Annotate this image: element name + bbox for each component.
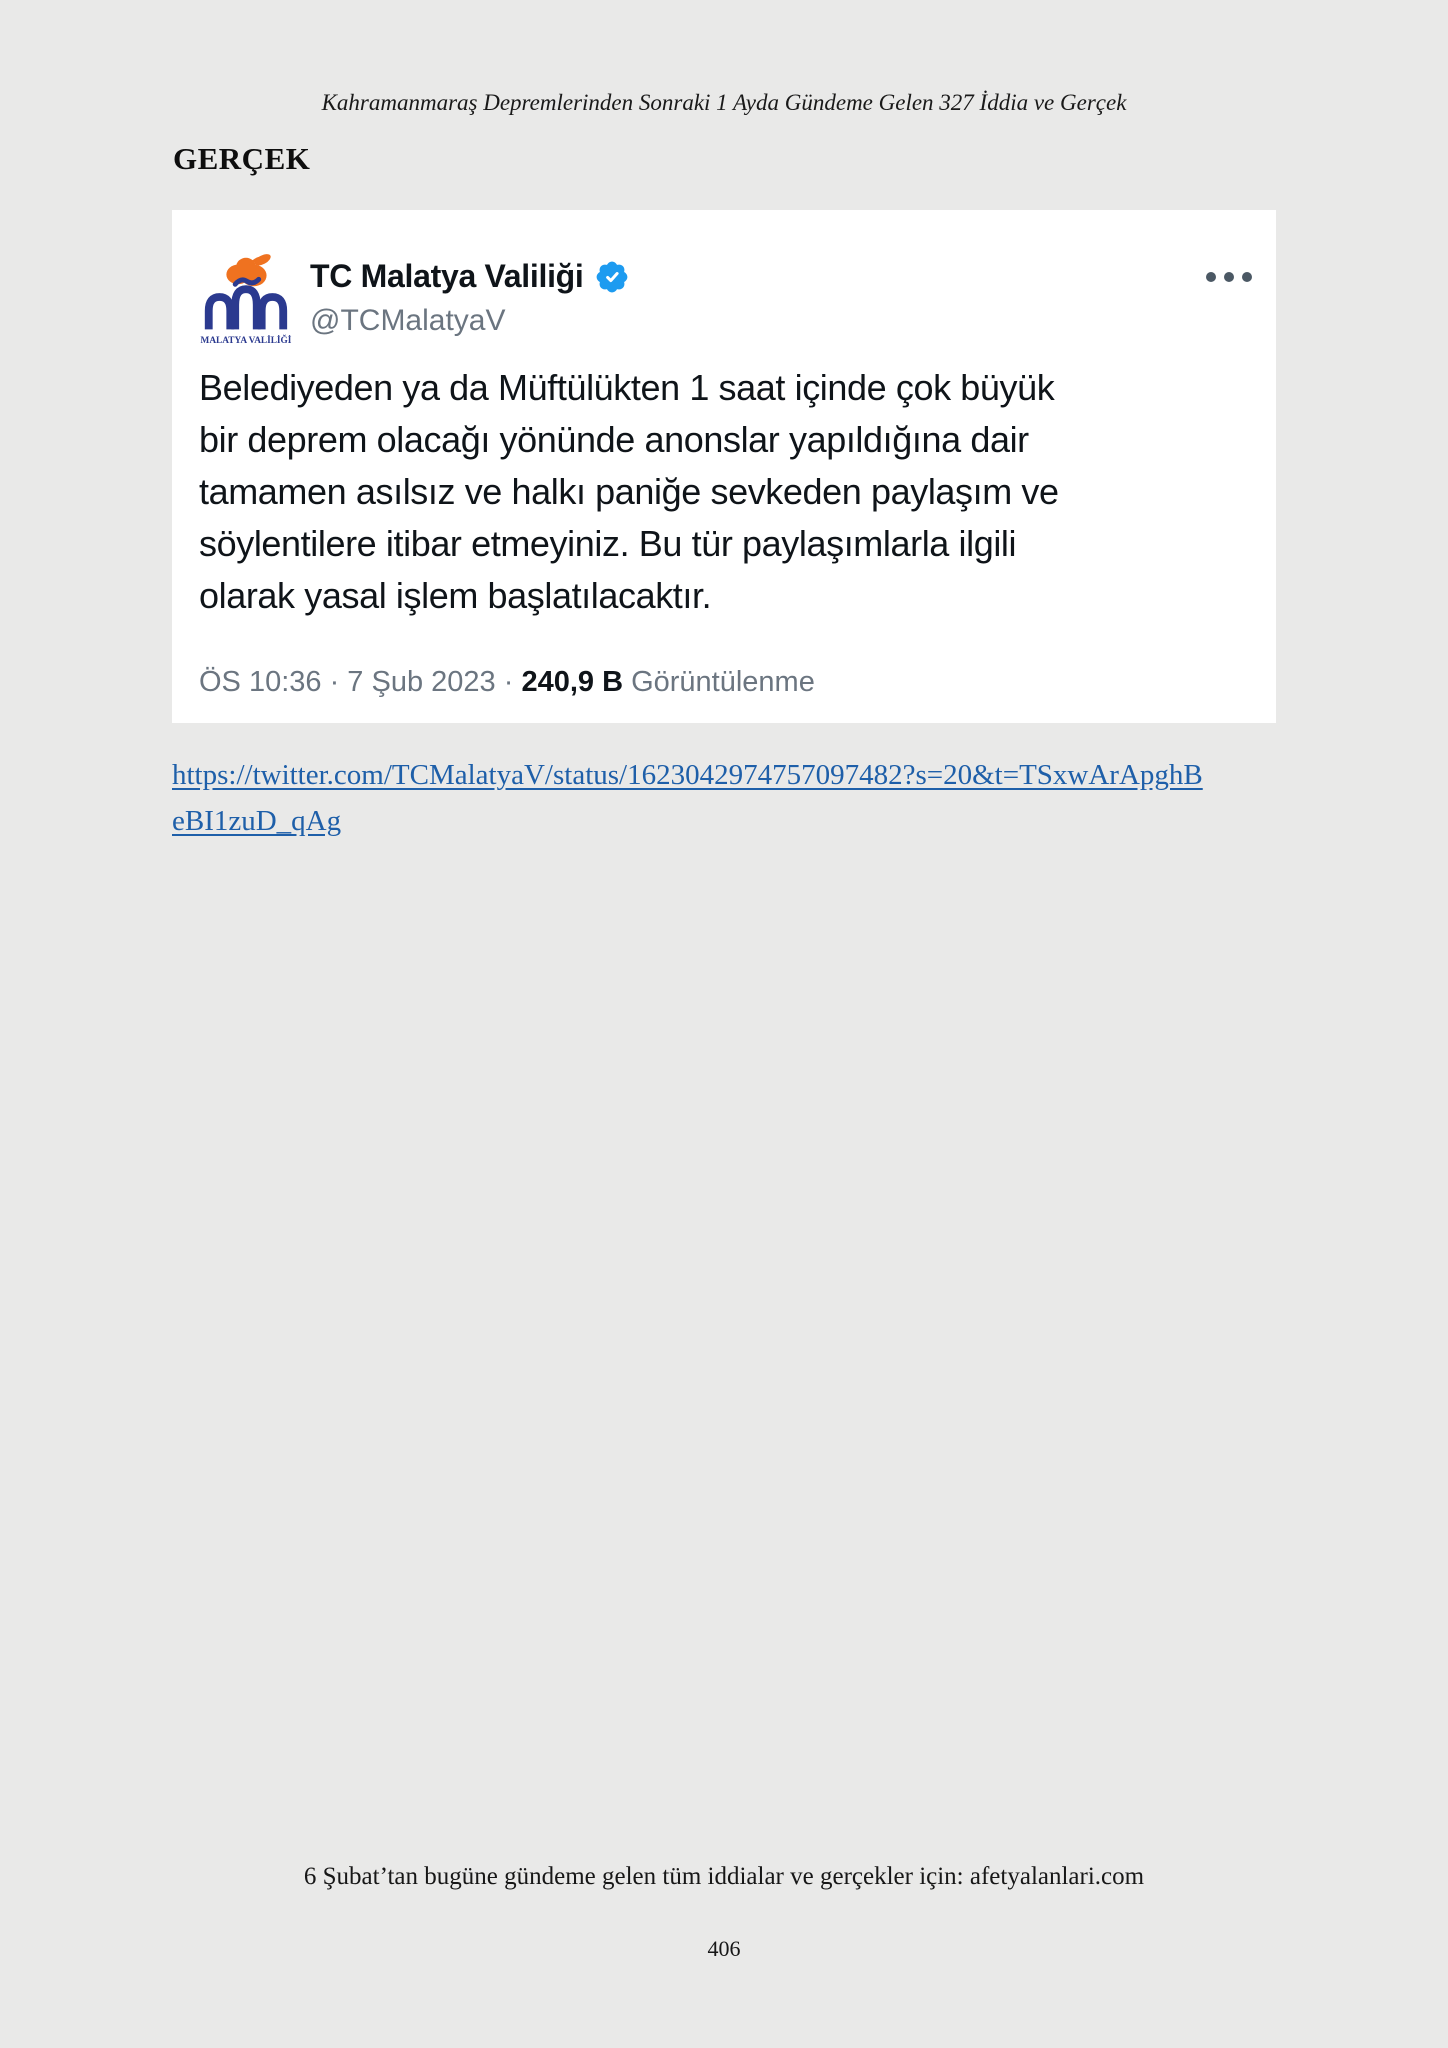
more-dot bbox=[1242, 272, 1252, 282]
tweet-meta-row bbox=[199, 666, 815, 699]
tweet-body-text bbox=[199, 362, 1059, 622]
malatya-valiligi-logo bbox=[196, 248, 294, 346]
avatar bbox=[196, 248, 294, 346]
tweet-body-line: bir deprem olacağı yönünde anonslar yapıldığına dair bbox=[199, 419, 1029, 460]
tweet-timestamp: ÖS 10:36 · 7 Şub 2023 · bbox=[199, 666, 522, 698]
views-count: 240,9 B bbox=[521, 666, 624, 698]
tweet-source-link-line1: https://twitter.com/TCMalatyaV/status/1623042974757097482?s=20&t=TSxwArApghB bbox=[172, 759, 1203, 791]
tweet-source-link[interactable] bbox=[172, 752, 1302, 844]
more-dot bbox=[1206, 272, 1216, 282]
verified-badge-icon bbox=[594, 259, 630, 295]
avatar-caption: MALATYA VALİLİĞİ bbox=[200, 336, 292, 346]
footer-note: 6 Şubat’tan bugüne gündeme gelen tüm iddialar ve gerçekler için: afetyalanlari.com bbox=[303, 1863, 1145, 1890]
author-display-name: TC Malatya Valiliği bbox=[310, 258, 584, 294]
page-number: 406 bbox=[707, 1936, 741, 1961]
tweet-screenshot-card bbox=[172, 210, 1276, 723]
more-dot bbox=[1224, 272, 1234, 282]
author-row bbox=[310, 258, 630, 295]
views-label: Görüntülenme bbox=[623, 666, 815, 698]
tweet-body-line: olarak yasal işlem başlatılacaktır. bbox=[199, 575, 712, 616]
more-menu-icon[interactable] bbox=[1202, 268, 1256, 286]
tweet-body-line: tamamen asılsız ve halkı paniğe sevkeden paylaşım ve bbox=[199, 471, 1059, 512]
tweet-source-link-line2: eBI1zuD_qAg bbox=[172, 805, 342, 837]
running-header: Kahramanmaraş Depremlerinden Sonraki 1 Ayda Gündeme Gelen 327 İddia ve Gerçek bbox=[321, 90, 1127, 115]
tweet-body-line: söylentilere itibar etmeyiniz. Bu tür paylaşımlarla ilgili bbox=[199, 523, 1017, 564]
tweet-body-line: Belediyeden ya da Müftülükten 1 saat içinde çok büyük bbox=[199, 367, 1055, 408]
author-handle: @TCMalatyaV bbox=[310, 304, 506, 337]
section-heading-gercek: GERÇEK bbox=[173, 141, 311, 176]
